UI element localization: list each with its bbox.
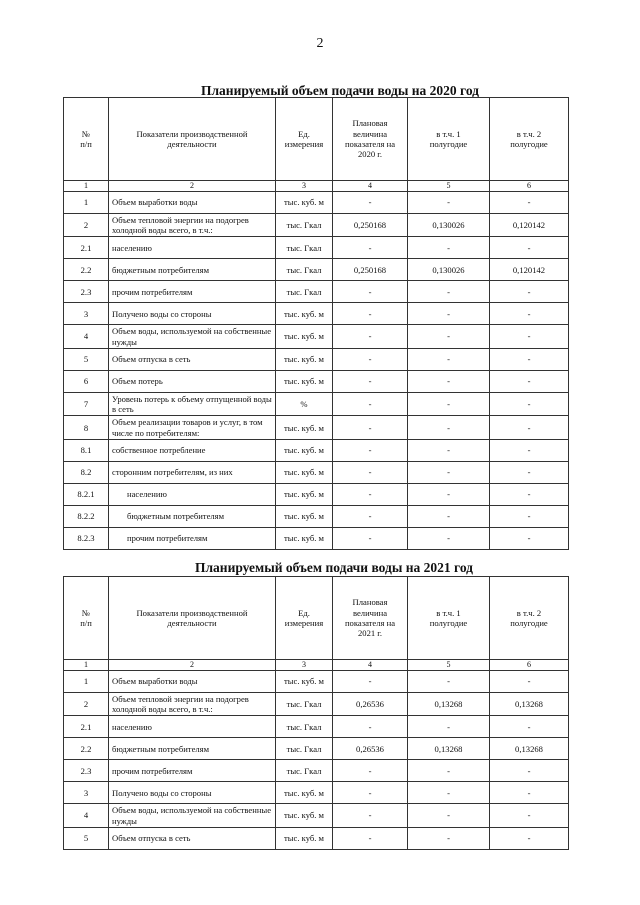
row-number: 2.3 [64, 760, 109, 782]
indicator-name: собственное потребление [109, 440, 276, 462]
first-half-value: - [408, 191, 490, 213]
first-half-value: - [408, 370, 490, 392]
second-half-value: - [490, 782, 569, 804]
second-half-value: - [490, 191, 569, 213]
first-half-value: - [408, 484, 490, 506]
indicator-name: Объем тепловой энергии на подогрев холодной воды всего, в т.ч.: [109, 692, 276, 716]
unit-cell: тыс. Гкал [276, 760, 333, 782]
column-index: 3 [276, 660, 333, 671]
table-row [64, 506, 569, 528]
second-half-value: - [490, 716, 569, 738]
second-half-value: - [490, 303, 569, 325]
row-number: 6 [64, 370, 109, 392]
indicator-name: прочим потребителям [109, 528, 276, 550]
unit-cell: тыс. Гкал [276, 738, 333, 760]
table-row [64, 213, 569, 237]
column-index-row [64, 660, 569, 671]
table-row [64, 760, 569, 782]
unit-cell: тыс. Гкал [276, 259, 333, 281]
first-half-value: - [408, 670, 490, 692]
table-row [64, 484, 569, 506]
column-index-row [64, 181, 569, 192]
row-number: 4 [64, 325, 109, 349]
plan-value: - [333, 528, 408, 550]
first-half-value: - [408, 325, 490, 349]
first-half-value: - [408, 528, 490, 550]
plan-value: - [333, 370, 408, 392]
header-second-half: в т.ч. 2 полугодие [490, 577, 569, 660]
table-title-2020: Планируемый объем подачи воды на 2020 год [200, 83, 480, 98]
row-number: 8 [64, 416, 109, 440]
indicator-name: Объем выработки воды [109, 191, 276, 213]
table-row [64, 191, 569, 213]
plan-value: - [333, 392, 408, 416]
indicator-name: бюджетным потребителям [109, 506, 276, 528]
plan-value: - [333, 670, 408, 692]
page-number: 2 [316, 36, 324, 51]
row-number: 2.2 [64, 738, 109, 760]
header-plan-value: Плановая величина показателя на 2021 г. [333, 577, 408, 660]
unit-cell: тыс. Гкал [276, 237, 333, 259]
row-number: 3 [64, 303, 109, 325]
first-half-value: - [408, 392, 490, 416]
table-row [64, 281, 569, 303]
indicator-name: Получено воды со стороны [109, 303, 276, 325]
table-row [64, 370, 569, 392]
water-supply-table-2020 [63, 97, 569, 550]
plan-value: - [333, 506, 408, 528]
unit-cell: тыс. куб. м [276, 325, 333, 349]
column-index: 5 [408, 181, 490, 192]
plan-value: - [333, 782, 408, 804]
indicator-name: Объем тепловой энергии на подогрев холодной воды всего, в т.ч.: [109, 213, 276, 237]
first-half-value: - [408, 827, 490, 849]
first-half-value: - [408, 303, 490, 325]
second-half-value: - [490, 484, 569, 506]
unit-cell: тыс. куб. м [276, 782, 333, 804]
row-number: 2 [64, 213, 109, 237]
unit-cell: тыс. куб. м [276, 484, 333, 506]
row-number: 4 [64, 804, 109, 828]
table-row [64, 670, 569, 692]
row-number: 5 [64, 348, 109, 370]
table-row [64, 827, 569, 849]
indicator-name: населению [109, 484, 276, 506]
plan-value: - [333, 760, 408, 782]
header-indicator: Показатели производственной деятельности [109, 577, 276, 660]
second-half-value: - [490, 416, 569, 440]
table-row [64, 738, 569, 760]
plan-value: - [333, 804, 408, 828]
unit-cell: тыс. куб. м [276, 528, 333, 550]
water-supply-table-2021 [63, 576, 569, 850]
table-row [64, 348, 569, 370]
plan-value: - [333, 303, 408, 325]
second-half-value: - [490, 325, 569, 349]
unit-cell: тыс. Гкал [276, 281, 333, 303]
column-index: 6 [490, 181, 569, 192]
column-index: 2 [109, 181, 276, 192]
indicator-name: Объем воды, используемой на собственные нужды [109, 804, 276, 828]
second-half-value: - [490, 370, 569, 392]
table-row [64, 804, 569, 828]
indicator-name: населению [109, 716, 276, 738]
first-half-value: - [408, 782, 490, 804]
plan-value: 0,26536 [333, 692, 408, 716]
header-plan-value: Плановая величина показателя на 2020 г. [333, 98, 408, 181]
header-indicator: Показатели производственной деятельности [109, 98, 276, 181]
indicator-name: Объем реализации товаров и услуг, в том числе по потребителям: [109, 416, 276, 440]
second-half-value: - [490, 760, 569, 782]
table-header-row [64, 98, 569, 181]
indicator-name: Объем потерь [109, 370, 276, 392]
column-index: 1 [64, 181, 109, 192]
second-half-value: - [490, 281, 569, 303]
first-half-value: - [408, 348, 490, 370]
row-number: 8.1 [64, 440, 109, 462]
table-row [64, 692, 569, 716]
first-half-value: 0,13268 [408, 738, 490, 760]
row-number: 8.2.3 [64, 528, 109, 550]
second-half-value: - [490, 348, 569, 370]
table-title-2021: Планируемый объем подачи воды на 2021 год [194, 560, 474, 575]
second-half-value: - [490, 440, 569, 462]
first-half-value: - [408, 416, 490, 440]
indicator-name: населению [109, 237, 276, 259]
row-number: 2 [64, 692, 109, 716]
second-half-value: - [490, 462, 569, 484]
plan-value: - [333, 416, 408, 440]
column-index: 6 [490, 660, 569, 671]
header-number: № п/п [64, 98, 109, 181]
row-number: 3 [64, 782, 109, 804]
row-number: 8.2 [64, 462, 109, 484]
column-index: 4 [333, 181, 408, 192]
table-row [64, 782, 569, 804]
column-index: 1 [64, 660, 109, 671]
unit-cell: тыс. Гкал [276, 716, 333, 738]
unit-cell: тыс. куб. м [276, 804, 333, 828]
indicator-name: Объем выработки воды [109, 670, 276, 692]
plan-value: - [333, 716, 408, 738]
unit-cell: тыс. куб. м [276, 440, 333, 462]
plan-value: 0,250168 [333, 213, 408, 237]
table-row [64, 462, 569, 484]
first-half-value: - [408, 506, 490, 528]
column-index: 2 [109, 660, 276, 671]
plan-value: 0,250168 [333, 259, 408, 281]
table-row [64, 416, 569, 440]
first-half-value: 0,130026 [408, 213, 490, 237]
second-half-value: - [490, 827, 569, 849]
indicator-name: Получено воды со стороны [109, 782, 276, 804]
unit-cell: тыс. куб. м [276, 416, 333, 440]
header-number: № п/п [64, 577, 109, 660]
unit-cell: тыс. Гкал [276, 213, 333, 237]
row-number: 7 [64, 392, 109, 416]
first-half-value: - [408, 760, 490, 782]
table-row [64, 303, 569, 325]
first-half-value: 0,130026 [408, 259, 490, 281]
second-half-value: - [490, 670, 569, 692]
unit-cell: % [276, 392, 333, 416]
plan-value: - [333, 325, 408, 349]
first-half-value: - [408, 440, 490, 462]
indicator-name: прочим потребителям [109, 760, 276, 782]
column-index: 5 [408, 660, 490, 671]
plan-value: 0,26536 [333, 738, 408, 760]
indicator-name: Уровень потерь к объему отпущенной воды в сеть [109, 392, 276, 416]
table-row [64, 716, 569, 738]
indicator-name: прочим потребителям [109, 281, 276, 303]
row-number: 8.2.1 [64, 484, 109, 506]
row-number: 2.1 [64, 237, 109, 259]
unit-cell: тыс. куб. м [276, 191, 333, 213]
indicator-name: Объем отпуска в сеть [109, 348, 276, 370]
second-half-value: - [490, 804, 569, 828]
unit-cell: тыс. куб. м [276, 462, 333, 484]
indicator-name: сторонним потребителям, из них [109, 462, 276, 484]
indicator-name: Объем отпуска в сеть [109, 827, 276, 849]
table-row [64, 440, 569, 462]
second-half-value: 0,13268 [490, 738, 569, 760]
second-half-value: - [490, 506, 569, 528]
first-half-value: - [408, 237, 490, 259]
indicator-name: бюджетным потребителям [109, 259, 276, 281]
first-half-value: - [408, 804, 490, 828]
first-half-value: - [408, 281, 490, 303]
header-second-half: в т.ч. 2 полугодие [490, 98, 569, 181]
second-half-value: - [490, 237, 569, 259]
first-half-value: - [408, 462, 490, 484]
table-row [64, 237, 569, 259]
second-half-value: 0,120142 [490, 259, 569, 281]
unit-cell: тыс. куб. м [276, 303, 333, 325]
plan-value: - [333, 191, 408, 213]
row-number: 8.2.2 [64, 506, 109, 528]
plan-value: - [333, 281, 408, 303]
table-row [64, 259, 569, 281]
row-number: 2.3 [64, 281, 109, 303]
header-unit: Ед. измерения [276, 577, 333, 660]
unit-cell: тыс. Гкал [276, 692, 333, 716]
first-half-value: 0,13268 [408, 692, 490, 716]
unit-cell: тыс. куб. м [276, 827, 333, 849]
row-number: 1 [64, 191, 109, 213]
table-row [64, 528, 569, 550]
unit-cell: тыс. куб. м [276, 670, 333, 692]
unit-cell: тыс. куб. м [276, 370, 333, 392]
header-first-half: в т.ч. 1 полугодие [408, 98, 490, 181]
unit-cell: тыс. куб. м [276, 506, 333, 528]
row-number: 1 [64, 670, 109, 692]
indicator-name: бюджетным потребителям [109, 738, 276, 760]
first-half-value: - [408, 716, 490, 738]
unit-cell: тыс. куб. м [276, 348, 333, 370]
indicator-name: Объем воды, используемой на собственные нужды [109, 325, 276, 349]
row-number: 5 [64, 827, 109, 849]
row-number: 2.2 [64, 259, 109, 281]
second-half-value: 0,120142 [490, 213, 569, 237]
table-row [64, 325, 569, 349]
plan-value: - [333, 827, 408, 849]
table-row [64, 392, 569, 416]
column-index: 4 [333, 660, 408, 671]
header-first-half: в т.ч. 1 полугодие [408, 577, 490, 660]
column-index: 3 [276, 181, 333, 192]
plan-value: - [333, 348, 408, 370]
table-header-row [64, 577, 569, 660]
plan-value: - [333, 462, 408, 484]
plan-value: - [333, 237, 408, 259]
plan-value: - [333, 484, 408, 506]
second-half-value: 0,13268 [490, 692, 569, 716]
plan-value: - [333, 440, 408, 462]
header-unit: Ед. измерения [276, 98, 333, 181]
second-half-value: - [490, 528, 569, 550]
row-number: 2.1 [64, 716, 109, 738]
second-half-value: - [490, 392, 569, 416]
